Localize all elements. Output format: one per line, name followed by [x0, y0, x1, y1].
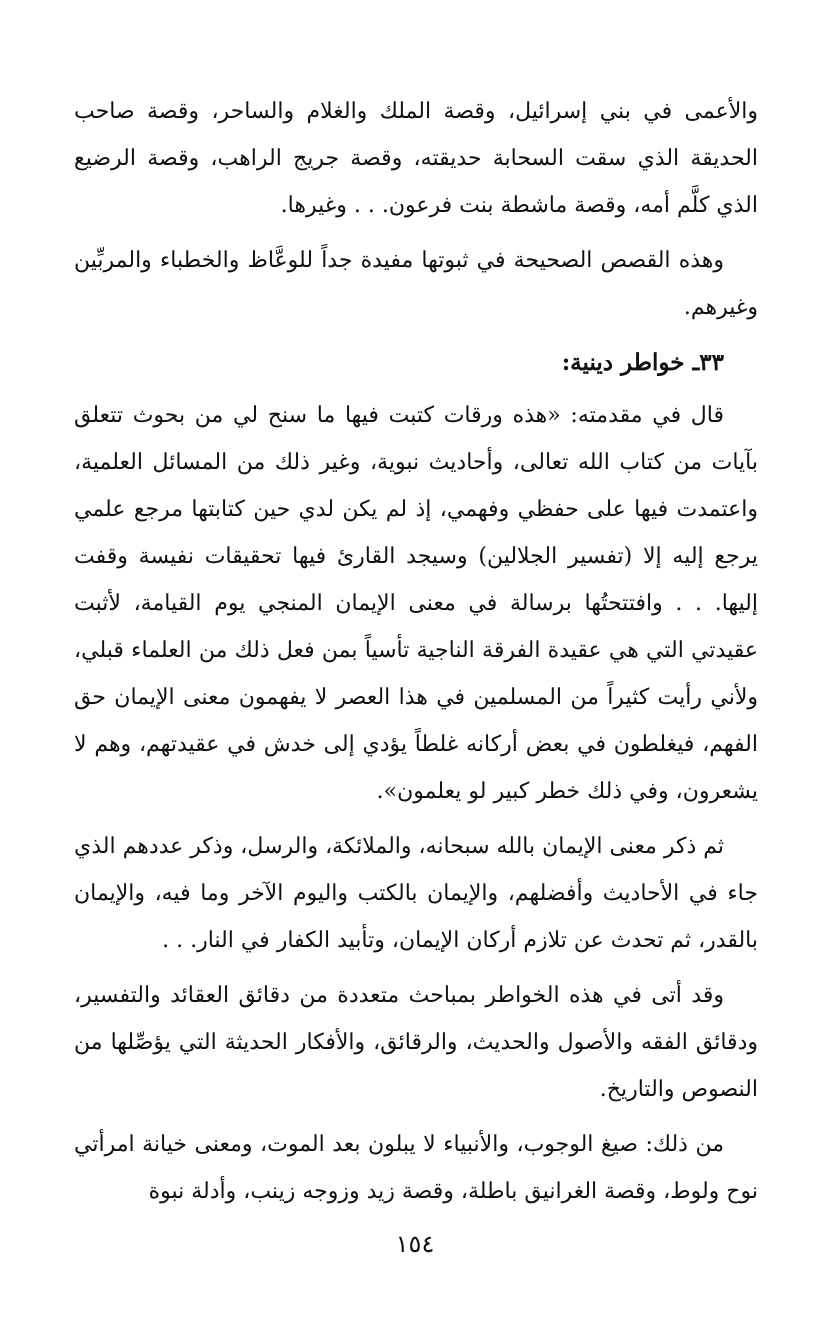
- paragraph-stories-benefit: وهذه القصص الصحيحة في ثبوتها مفيدة جداً للوعَّاظ والخطباء والمربِّين وغيرهم.: [74, 248, 758, 320]
- paragraph-topics: وقد أتى في هذه الخواطر بمباحث متعددة من دقائق العقائد والتفسير، ودقائق الفقه والأصول والحديث، والرقائق، والأفكار الحديثة التي يؤصِّلها من النصوص والتاريخ.: [74, 983, 758, 1102]
- section-heading: ٣٣ـ خواطر دينية:: [561, 349, 724, 376]
- paragraph-introduction-quote: قال في مقدمته: «هذه ورقات كتبت فيها ما سنح لي من بحوث تتعلق بآيات من كتاب الله تعالى، وأحاديث نبوية، وغير ذلك من المسائل العلمية، واعتمدت فيها على حفظي وفهمي، إذ لم يكن لدي حين كتابتها مرجع علمي يرجع إليه إلا (تفسير الجلالين) وسيجد القارئ فيها تحقيقات نفيسة وقفت إليها. . . وافتتحتُها برسالة في معنى الإيمان المنجي يوم القيامة، لأثبت عقيدتي التي هي عقيدة الفرقة الناجية تأسياً بمن فعل ذلك من العلماء قبلي، ولأني رأيت كثيراً من المسلمين في هذا العصر لا يفهمون معنى الإيمان حق الفهم، فيغلطون في بعض أركانه غلطاً يؤدي إلى خدش في عقيدتهم، وهم لا يشعرون، وفي ذلك خطر كبير لو يعلمون».: [74, 403, 758, 804]
- paragraph-stories-list: والأعمى في بني إسرائيل، وقصة الملك والغلام والساحر، وقصة صاحب الحديقة الذي سقت السحابة حديقته، وقصة جريج الراهب، وقصة الرضيع الذي كلَّم أمه، وقصة ماشطة بنت فرعون. . . وغيرها.: [74, 99, 758, 218]
- page-number: ١٥٤: [395, 1230, 435, 1258]
- page-body: [74, 88, 758, 1223]
- paragraph-faith-pillars: ثم ذكر معنى الإيمان بالله سبحانه، والملائكة، والرسل، وذكر عددهم الذي جاء في الأحاديث وأفضلهم، والإيمان بالكتب واليوم الآخر وما فيه، والإيمان بالقدر، ثم تحدث عن تلازم أركان الإيمان، وتأبيد الكفار في النار. . .: [74, 834, 758, 953]
- paragraph-examples: من ذلك: صيغ الوجوب، والأنبياء لا يبلون بعد الموت، ومعنى خيانة امرأتي نوح ولوط، وقصة الغرانيق باطلة، وقصة زيد وزوجه زينب، وأدلة نبوة: [74, 1132, 758, 1204]
